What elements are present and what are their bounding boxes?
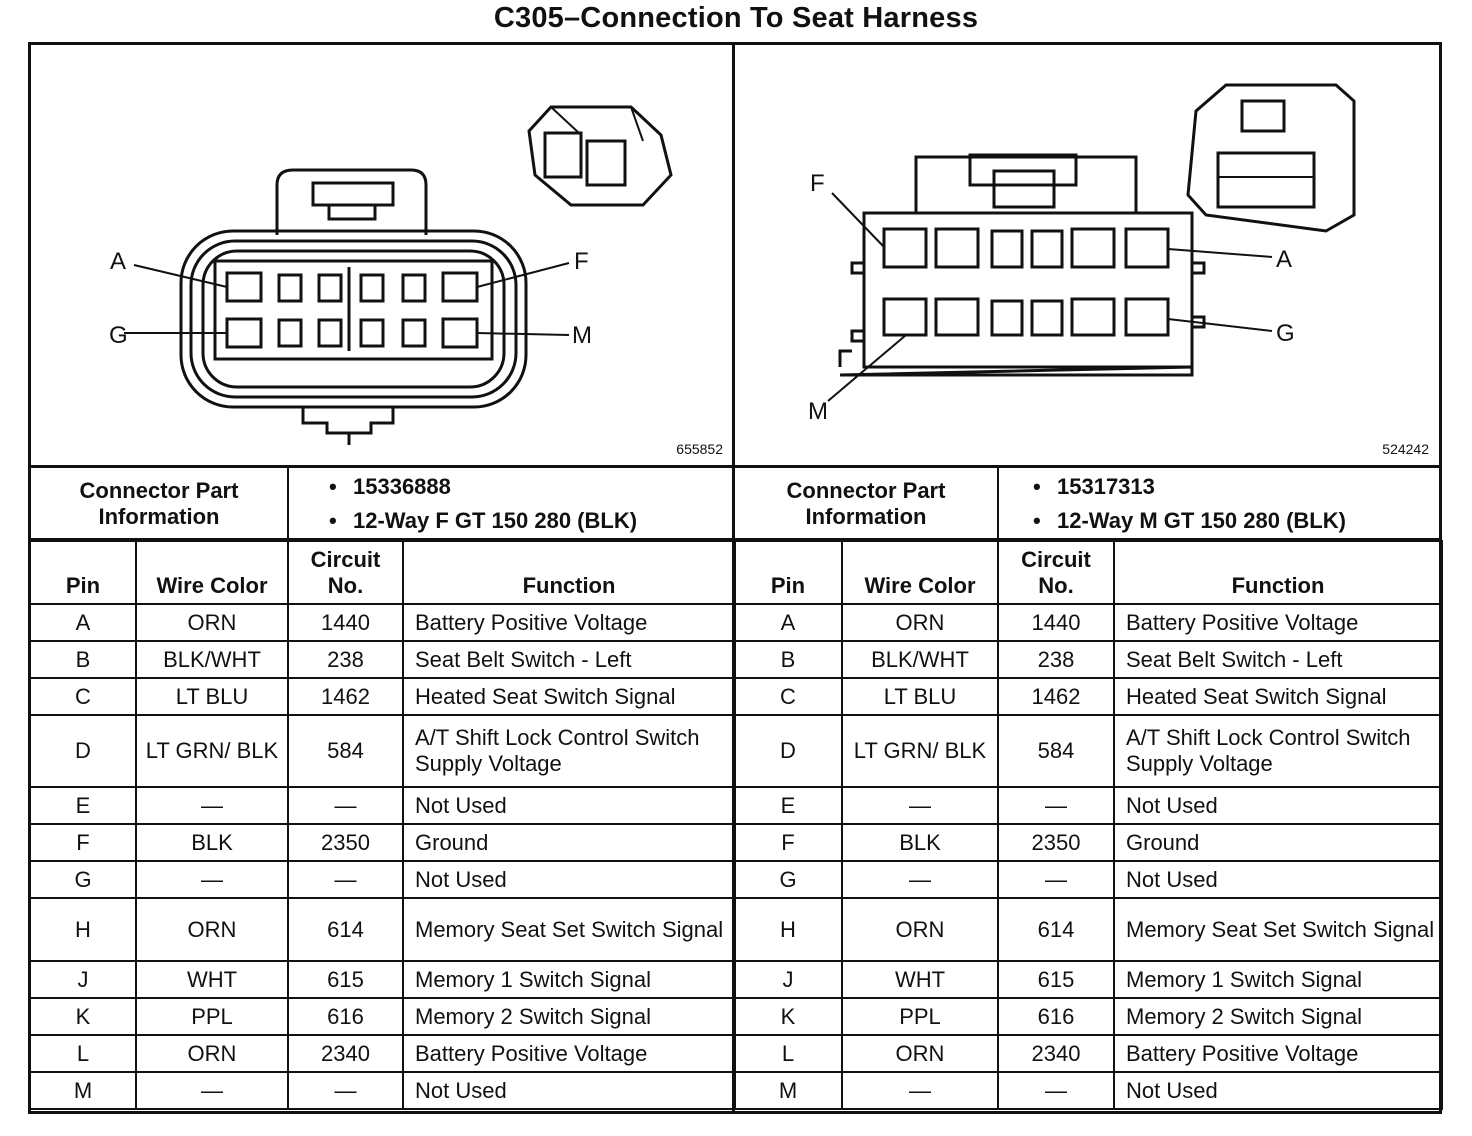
circuit-cell: 2350 (288, 824, 403, 861)
function-cell: Not Used (403, 787, 735, 824)
pin-cell: J (30, 961, 136, 998)
table-row (30, 715, 735, 787)
circuit-cell: 2340 (288, 1035, 403, 1072)
table-row (734, 715, 1442, 787)
left-part-number: 15336888 (353, 474, 451, 499)
wire-color-cell: ORN (136, 604, 288, 641)
function-cell: Seat Belt Switch - Left (403, 641, 735, 678)
wire-color-cell: BLK (136, 824, 288, 861)
function-cell: Memory 1 Switch Signal (403, 961, 735, 998)
circuit-cell: 615 (998, 961, 1114, 998)
pin-cell: E (30, 787, 136, 824)
wire-color-cell: LT GRN/ BLK (842, 715, 998, 787)
circuit-cell: — (998, 861, 1114, 898)
left-figure-id: 655852 (676, 441, 723, 457)
right-connector-figure (736, 45, 1439, 465)
table-row (30, 861, 735, 898)
wire-color-cell: PPL (842, 998, 998, 1035)
table-row (30, 824, 735, 861)
wire-color-cell: BLK/WHT (136, 641, 288, 678)
left-pin-table (29, 540, 736, 1110)
pin-cell: L (30, 1035, 136, 1072)
wire-color-cell: BLK/WHT (842, 641, 998, 678)
function-cell: Heated Seat Switch Signal (1114, 678, 1442, 715)
wire-color-cell: — (136, 861, 288, 898)
table-row (30, 678, 735, 715)
pin-cell: H (734, 898, 842, 961)
bullet-icon: • (1033, 508, 1041, 533)
circuit-cell: 2340 (998, 1035, 1114, 1072)
table-row (734, 678, 1442, 715)
male-connector-drawing (736, 45, 1439, 465)
wire-color-cell: WHT (842, 961, 998, 998)
pin-cell: K (734, 998, 842, 1035)
function-cell: Ground (1114, 824, 1442, 861)
circuit-cell: 1462 (998, 678, 1114, 715)
circuit-cell: 616 (998, 998, 1114, 1035)
circuit-cell: 238 (998, 641, 1114, 678)
pin-cell: C (734, 678, 842, 715)
pin-cell: M (734, 1072, 842, 1109)
circuit-cell: 584 (288, 715, 403, 787)
header-wire-color: Wire Color (842, 541, 998, 604)
pin-cell: F (30, 824, 136, 861)
right-cpi-label: Connector Part Information (786, 478, 946, 529)
wire-color-cell: ORN (842, 1035, 998, 1072)
circuit-cell: — (998, 787, 1114, 824)
left-label-m: M (572, 322, 592, 349)
function-cell: Not Used (403, 1072, 735, 1109)
header-pin: Pin (734, 541, 842, 604)
wire-color-cell: PPL (136, 998, 288, 1035)
right-pin-table (733, 540, 1443, 1110)
pin-cell: C (30, 678, 136, 715)
table-row (30, 641, 735, 678)
right-label-m: M (808, 398, 828, 425)
table-row (30, 787, 735, 824)
right-label-g: G (1276, 320, 1295, 347)
table-row (734, 1072, 1442, 1109)
table-row (734, 998, 1442, 1035)
wire-color-cell: — (136, 1072, 288, 1109)
table-row (734, 1035, 1442, 1072)
right-label-f: F (810, 170, 825, 197)
pin-cell: A (734, 604, 842, 641)
wire-color-cell: ORN (136, 1035, 288, 1072)
circuit-cell: — (288, 861, 403, 898)
pin-cell: B (30, 641, 136, 678)
circuit-cell: 1440 (998, 604, 1114, 641)
wire-color-cell: WHT (136, 961, 288, 998)
wire-color-cell: LT BLU (136, 678, 288, 715)
function-cell: A/T Shift Lock Control Switch Supply Voltage (1114, 715, 1442, 787)
function-cell: Ground (403, 824, 735, 861)
table-row (30, 1072, 735, 1109)
table-row (30, 898, 735, 961)
bullet-icon: • (329, 508, 337, 533)
wire-color-cell: ORN (136, 898, 288, 961)
function-cell: Memory 2 Switch Signal (403, 998, 735, 1035)
pin-cell: D (734, 715, 842, 787)
table-row (30, 961, 735, 998)
wire-color-cell: — (842, 787, 998, 824)
left-connector-figure (31, 45, 733, 465)
table-row (734, 898, 1442, 961)
right-part-description: 12-Way M GT 150 280 (BLK) (1057, 508, 1346, 533)
table-row (734, 861, 1442, 898)
function-cell: Seat Belt Switch - Left (1114, 641, 1442, 678)
circuit-cell: — (288, 787, 403, 824)
pin-cell: F (734, 824, 842, 861)
table-row (30, 604, 735, 641)
circuit-cell: 1440 (288, 604, 403, 641)
pin-cell: B (734, 641, 842, 678)
header-pin: Pin (30, 541, 136, 604)
circuit-cell: 2350 (998, 824, 1114, 861)
function-cell: Not Used (403, 861, 735, 898)
page-title: C305–Connection To Seat Harness (493, 2, 979, 34)
table-row (734, 787, 1442, 824)
pin-cell: M (30, 1072, 136, 1109)
pin-cell: L (734, 1035, 842, 1072)
pin-cell: J (734, 961, 842, 998)
right-label-a: A (1276, 246, 1293, 273)
function-cell: Not Used (1114, 1072, 1442, 1109)
circuit-cell: 615 (288, 961, 403, 998)
table-row (30, 1035, 735, 1072)
circuit-cell: 584 (998, 715, 1114, 787)
left-connector-part-info (31, 468, 732, 540)
left-part-description: 12-Way F GT 150 280 (BLK) (353, 508, 638, 533)
function-cell: Not Used (1114, 861, 1442, 898)
function-cell: Battery Positive Voltage (403, 604, 735, 641)
wire-color-cell: LT GRN/ BLK (136, 715, 288, 787)
circuit-cell: 614 (288, 898, 403, 961)
left-label-g: G (109, 322, 128, 349)
function-cell: Memory 1 Switch Signal (1114, 961, 1442, 998)
function-cell: Not Used (1114, 787, 1442, 824)
pin-cell: H (30, 898, 136, 961)
bullet-icon: • (1033, 474, 1041, 499)
function-cell: Battery Positive Voltage (403, 1035, 735, 1072)
function-cell: Memory Seat Set Switch Signal (1114, 898, 1442, 961)
pin-cell: D (30, 715, 136, 787)
left-cpi-values (329, 468, 729, 540)
header-function: Function (403, 541, 735, 604)
table-row (734, 824, 1442, 861)
table-row (30, 998, 735, 1035)
function-cell: Battery Positive Voltage (1114, 604, 1442, 641)
wire-color-cell: — (136, 787, 288, 824)
female-connector-drawing (31, 45, 733, 465)
wire-color-cell: LT BLU (842, 678, 998, 715)
header-circuit-no: Circuit No. (288, 541, 403, 604)
table-row (734, 604, 1442, 641)
wire-color-cell: ORN (842, 898, 998, 961)
circuit-cell: 238 (288, 641, 403, 678)
wire-color-cell: — (842, 861, 998, 898)
wire-color-cell: BLK (842, 824, 998, 861)
circuit-cell: 1462 (288, 678, 403, 715)
circuit-cell: — (998, 1072, 1114, 1109)
header-wire-color: Wire Color (136, 541, 288, 604)
circuit-cell: — (288, 1072, 403, 1109)
bullet-icon: • (329, 474, 337, 499)
right-figure-id: 524242 (1382, 441, 1429, 457)
header-function: Function (1114, 541, 1442, 604)
pin-cell: G (734, 861, 842, 898)
header-circuit-no: Circuit No. (998, 541, 1114, 604)
function-cell: A/T Shift Lock Control Switch Supply Voltage (403, 715, 735, 787)
function-cell: Heated Seat Switch Signal (403, 678, 735, 715)
table-row (734, 641, 1442, 678)
right-connector-part-info (735, 468, 1439, 540)
table-header-row (734, 541, 1442, 604)
right-part-number: 15317313 (1057, 474, 1155, 499)
table-header-row (30, 541, 735, 604)
circuit-cell: 614 (998, 898, 1114, 961)
wire-color-cell: ORN (842, 604, 998, 641)
right-cpi-values (1033, 468, 1433, 540)
left-label-f: F (574, 248, 589, 275)
left-label-a: A (110, 248, 127, 275)
function-cell: Memory Seat Set Switch Signal (403, 898, 735, 961)
function-cell: Battery Positive Voltage (1114, 1035, 1442, 1072)
pin-cell: A (30, 604, 136, 641)
function-cell: Memory 2 Switch Signal (1114, 998, 1442, 1035)
left-cpi-label: Connector Part Information (79, 478, 239, 529)
pin-cell: G (30, 861, 136, 898)
circuit-cell: 616 (288, 998, 403, 1035)
pin-cell: E (734, 787, 842, 824)
table-row (734, 961, 1442, 998)
pin-cell: K (30, 998, 136, 1035)
wire-color-cell: — (842, 1072, 998, 1109)
